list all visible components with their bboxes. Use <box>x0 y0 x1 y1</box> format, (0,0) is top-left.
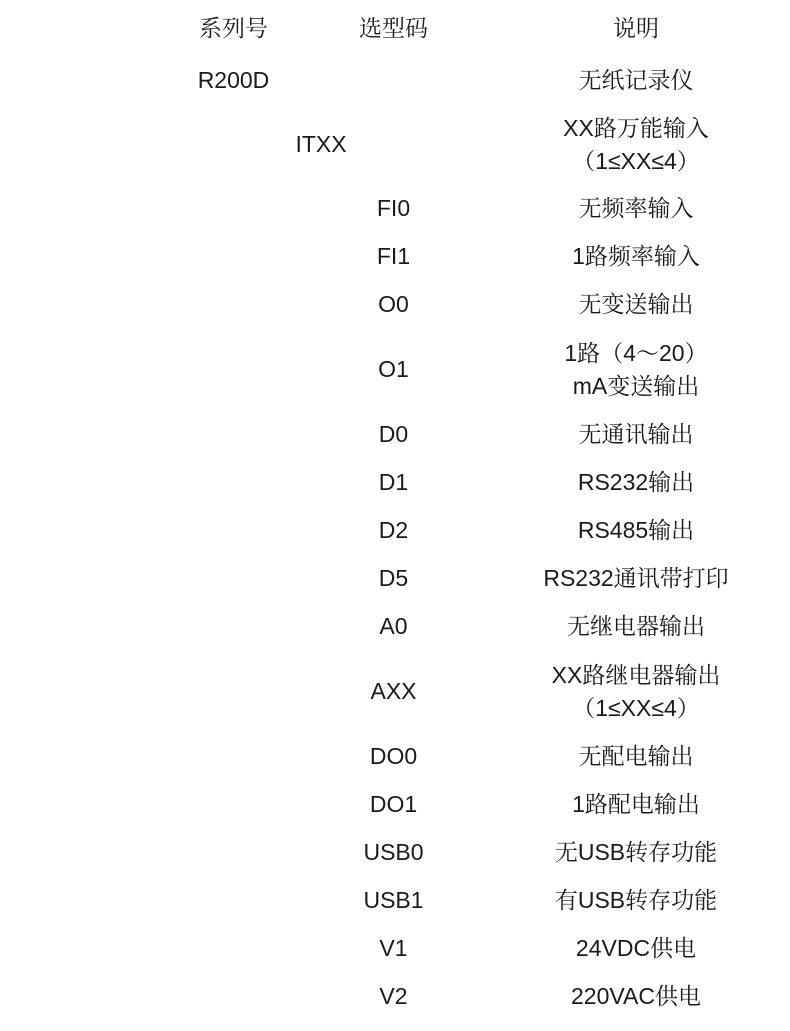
cell-desc-o0: 无变送输出 <box>481 281 790 329</box>
table-row <box>1 57 790 105</box>
row-label-power-supply: 供电电源 <box>1 925 306 1021</box>
cell-code-v2: V2 <box>306 973 481 1021</box>
desc-line-1: 1路（4～20） <box>564 339 708 366</box>
row-label-relay-output: 继电器输出 <box>1 603 306 733</box>
cell-desc-usb0: 无USB转存功能 <box>481 829 790 877</box>
cell-desc-usb1: 有USB转存功能 <box>481 877 790 925</box>
spacer-cell <box>161 281 306 329</box>
cell-desc-series: 无纸记录仪 <box>481 57 790 105</box>
row-label-transmit-output: 变送输出 <box>1 281 161 411</box>
row-label-power-dist-output: 配电输出 <box>1 733 306 829</box>
cell-desc-d5: RS232通讯带打印 <box>481 555 790 603</box>
cell-desc-do1: 1路配电输出 <box>481 781 790 829</box>
cell-code-o0: O0 <box>306 281 481 329</box>
row-label-input-channel: 输入通道 <box>1 105 161 185</box>
cell-code-o1: O1 <box>306 329 481 411</box>
spacer-cell <box>131 185 306 233</box>
cell-desc-axx <box>481 651 790 733</box>
desc-line-2: （1≤XX≤4） <box>572 148 700 174</box>
cell-desc-d0: 无通讯输出 <box>481 411 790 459</box>
cell-code-do0: DO0 <box>306 733 481 781</box>
row-label-series: 系列号 <box>1 57 161 105</box>
spacer-cell <box>161 329 306 411</box>
cell-desc-d1: RS232输出 <box>481 459 790 507</box>
cell-desc-do0: 无配电输出 <box>481 733 790 781</box>
cell-desc-input-channel <box>481 105 790 185</box>
cell-desc-fi1: 1路频率输入 <box>481 233 790 281</box>
cell-desc-d2: RS485输出 <box>481 507 790 555</box>
table-row <box>1 185 790 233</box>
header-series-no: 系列号 <box>161 1 306 57</box>
cell-code-series: R200D <box>161 57 306 105</box>
cell-code-fi1: FI1 <box>306 233 481 281</box>
header-option-code: 选型码 <box>306 1 481 57</box>
cell-code-axx: AXX <box>306 651 481 733</box>
table-header-row <box>1 1 790 57</box>
cell-code-usb1: USB1 <box>306 877 481 925</box>
cell-code-d0: D0 <box>306 411 481 459</box>
desc-line-1: XX路继电器输出 <box>551 661 721 688</box>
table-row <box>1 603 790 651</box>
cell-code-d1: D1 <box>306 459 481 507</box>
header-param-name: 参数名称 <box>1 1 161 57</box>
cell-code-fi0: FI0 <box>306 185 481 233</box>
table-row <box>1 411 790 459</box>
desc-line-2: （1≤XX≤4） <box>572 695 700 721</box>
table-row <box>1 105 790 185</box>
cell-desc-v2: 220VAC供电 <box>481 973 790 1021</box>
cell-desc-v1: 24VDC供电 <box>481 925 790 973</box>
cell-code-do1: DO1 <box>306 781 481 829</box>
cell-code-input-channel: ITXX <box>161 105 481 185</box>
desc-line-2: mA变送输出 <box>572 373 700 399</box>
table-row <box>1 281 790 329</box>
cell-code-v1: V1 <box>306 925 481 973</box>
spacer-cell <box>131 233 306 281</box>
cell-code-d5: D5 <box>306 555 481 603</box>
cell-desc-o1 <box>481 329 790 411</box>
cell-code-usb0: USB0 <box>306 829 481 877</box>
table-row <box>1 925 790 973</box>
desc-line-1: XX路万能输入 <box>563 114 709 141</box>
cell-blank <box>306 57 481 105</box>
cell-desc-fi0: 无频率输入 <box>481 185 790 233</box>
table-row <box>1 733 790 781</box>
header-description: 说明 <box>481 1 790 57</box>
row-label-usb-transfer: USB转存 <box>1 829 306 925</box>
cell-code-a0: A0 <box>306 603 481 651</box>
row-label-frequency-input: 频率输入 <box>1 185 131 281</box>
table-row <box>1 829 790 877</box>
cell-code-d2: D2 <box>306 507 481 555</box>
cell-desc-a0: 无继电器输出 <box>481 603 790 651</box>
row-label-comm-output: 通讯输出 <box>1 411 306 603</box>
